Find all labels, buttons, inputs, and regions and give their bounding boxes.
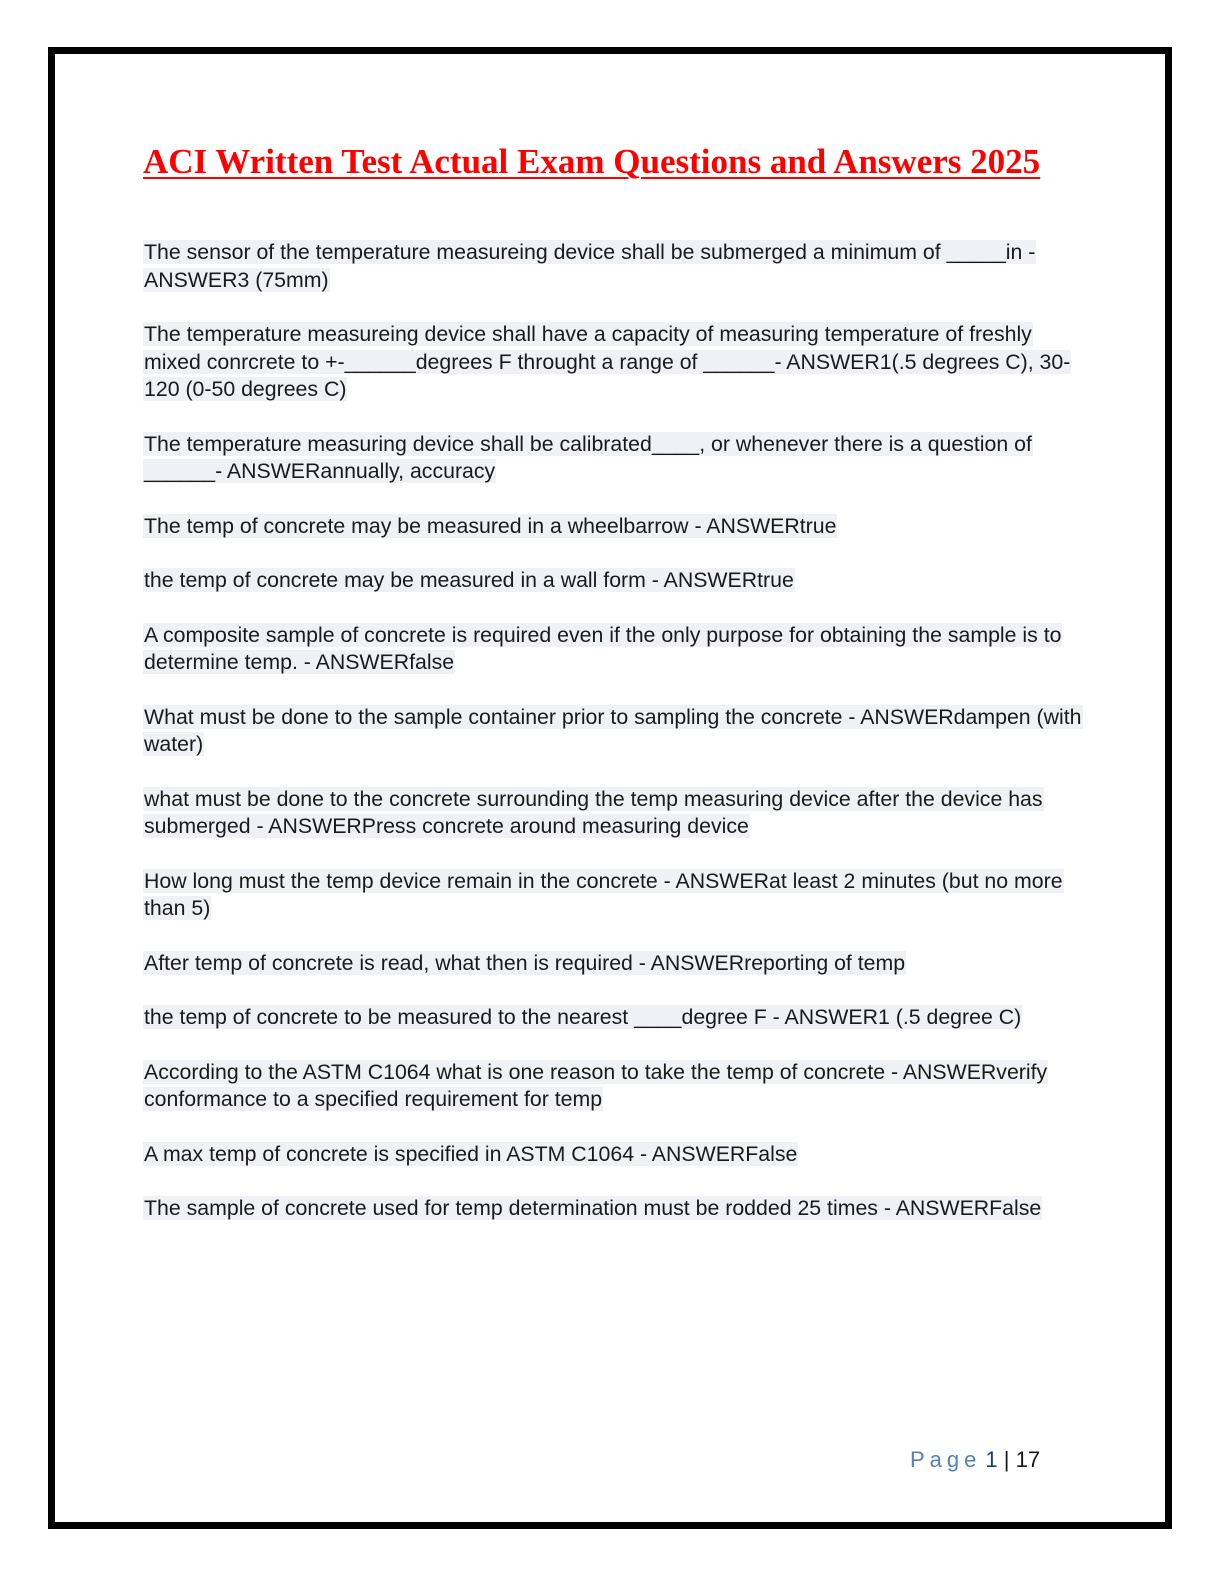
qa-item-text: A composite sample of concrete is required even if the only purpose for obtaining the sample is to determine temp. - ANSWERfalse: [144, 622, 1062, 674]
page-total: 17: [1015, 1447, 1041, 1472]
qa-item-text: A max temp of concrete is specified in ASTM C1064 - ANSWERFalse: [144, 1141, 798, 1166]
qa-item-text: the temp of concrete to be measured to the nearest ____degree F - ANSWER1 (.5 degree C): [144, 1005, 1022, 1029]
qa-item-text: what must be done to the concrete surrounding the temp measuring device after the device has submerged - ANSWERPress concrete around measuring device: [144, 786, 1043, 838]
page-label: Page: [910, 1447, 982, 1472]
qa-item: [143, 1141, 1083, 1169]
page-number: 1: [985, 1447, 998, 1472]
qa-item: [143, 567, 1083, 595]
qa-item-text: The temperature measureing device shall have a capacity of measuring temperature of freshly mixed conrcrete to +-______degrees F throught a range of ______- ANSWER1(.5 degrees C), 30-120 (0-50 degrees C): [144, 322, 1071, 401]
qa-item: [143, 622, 1083, 677]
page-footer: [910, 1446, 1040, 1474]
qa-item-text: The sample of concrete used for temp determination must be rodded 25 times - ANSWERFalse: [144, 1196, 1042, 1220]
qa-item: [143, 239, 1083, 294]
qa-item-text: After temp of concrete is read, what then is required - ANSWERreporting of temp: [144, 950, 906, 975]
page-separator: |: [1003, 1447, 1010, 1472]
qa-item: [143, 321, 1083, 404]
qa-list: [143, 239, 1083, 1250]
qa-item-text: What must be done to the sample container prior to sampling the concrete - ANSWERdampen (with water): [144, 704, 1082, 756]
qa-item: [143, 513, 1083, 541]
qa-item: [143, 704, 1083, 759]
qa-item: [143, 431, 1083, 486]
qa-item: [143, 786, 1083, 841]
qa-item-text: The temp of concrete may be measured in a wheelbarrow - ANSWERtrue: [144, 513, 837, 538]
qa-item: [143, 1004, 1083, 1032]
qa-item: [143, 950, 1083, 978]
qa-item: [143, 1195, 1083, 1223]
qa-item-text: According to the ASTM C1064 what is one reason to take the temp of concrete - ANSWERverify conformance to a specified requirement for temp: [144, 1059, 1048, 1111]
document-title: ACI Written Test Actual Exam Questions and Answers 2025: [143, 142, 1041, 181]
qa-item-text: The temperature measuring device shall be calibrated____, or whenever there is a question of ______- ANSWERannually, accuracy: [144, 431, 1032, 483]
qa-item-text: How long must the temp device remain in the concrete - ANSWERat least 2 minutes (but no more than 5): [144, 868, 1063, 920]
qa-item: [143, 868, 1083, 923]
qa-item: [143, 1059, 1083, 1114]
qa-item-text: the temp of concrete may be measured in a wall form - ANSWERtrue: [144, 568, 794, 592]
qa-item-text: The sensor of the temperature measureing device shall be submerged a minimum of _____in - ANSWER3 (75mm): [144, 240, 1036, 292]
